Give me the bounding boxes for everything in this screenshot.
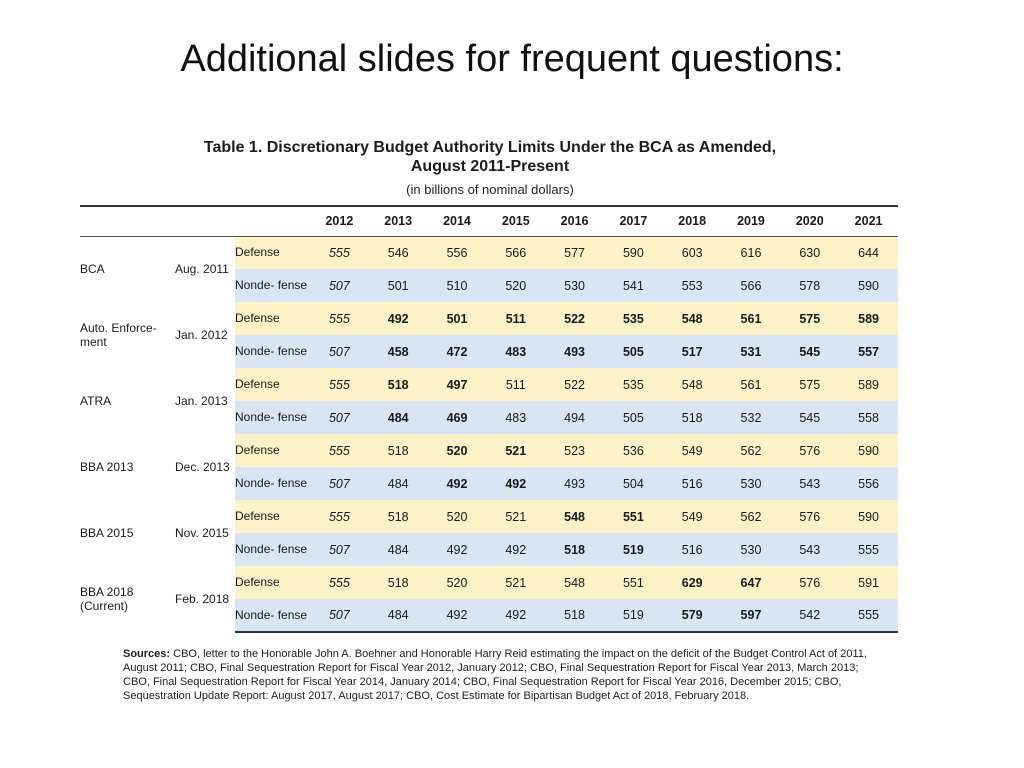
value-cell: 590 [839, 500, 898, 533]
value-cell: 551 [604, 500, 663, 533]
value-cell: 597 [722, 599, 781, 632]
value-cell: 507 [310, 401, 369, 434]
value-cell: 530 [545, 269, 604, 302]
value-cell: 542 [780, 599, 839, 632]
value-cell: 483 [486, 335, 545, 368]
value-cell: 555 [310, 302, 369, 335]
value-cell: 576 [780, 566, 839, 599]
value-cell: 548 [545, 500, 604, 533]
value-cell: 516 [663, 467, 722, 500]
category-label: Defense [235, 434, 310, 467]
value-cell: 629 [663, 566, 722, 599]
value-cell: 556 [839, 467, 898, 500]
category-label: Defense [235, 500, 310, 533]
value-cell: 531 [722, 335, 781, 368]
value-cell: 518 [369, 566, 428, 599]
value-cell: 591 [839, 566, 898, 599]
year-header: 2014 [428, 206, 487, 236]
value-cell: 545 [780, 401, 839, 434]
enactment-date: Dec. 2013 [175, 460, 230, 474]
value-cell: 501 [428, 302, 487, 335]
value-cell: 551 [604, 566, 663, 599]
value-cell: 549 [663, 500, 722, 533]
value-cell: 553 [663, 269, 722, 302]
category-label: Defense [235, 302, 310, 335]
value-cell: 536 [604, 434, 663, 467]
value-cell: 469 [428, 401, 487, 434]
value-cell: 505 [604, 335, 663, 368]
value-cell: 545 [780, 335, 839, 368]
year-header: 2012 [310, 206, 369, 236]
value-cell: 543 [780, 533, 839, 566]
defense-row [80, 566, 898, 599]
value-cell: 518 [545, 599, 604, 632]
value-cell: 546 [369, 236, 428, 269]
year-header: 2013 [369, 206, 428, 236]
category-label: Defense [235, 236, 310, 269]
value-cell: 484 [369, 401, 428, 434]
category-label: Nonde- fense [235, 401, 310, 434]
value-cell: 561 [722, 368, 781, 401]
value-cell: 543 [780, 467, 839, 500]
category-label: Nonde- fense [235, 335, 310, 368]
law-label: BBA 2018 (Current) [80, 585, 134, 613]
year-header: 2017 [604, 206, 663, 236]
value-cell: 507 [310, 533, 369, 566]
year-header: 2016 [545, 206, 604, 236]
value-cell: 507 [310, 599, 369, 632]
value-cell: 575 [780, 368, 839, 401]
value-cell: 530 [722, 533, 781, 566]
table-subtitle: (in billions of nominal dollars) [406, 182, 574, 197]
value-cell: 510 [428, 269, 487, 302]
enactment-date: Nov. 2015 [175, 526, 229, 540]
value-cell: 555 [310, 500, 369, 533]
value-cell: 504 [604, 467, 663, 500]
value-cell: 501 [369, 269, 428, 302]
value-cell: 483 [486, 401, 545, 434]
value-cell: 492 [486, 467, 545, 500]
value-cell: 507 [310, 467, 369, 500]
year-header: 2019 [722, 206, 781, 236]
value-cell: 492 [369, 302, 428, 335]
law-label: BBA 2015 [80, 526, 134, 540]
table-title-line-2: August 2011-Present [410, 158, 570, 175]
category-label: Defense [235, 566, 310, 599]
enactment-date: Aug. 2011 [175, 262, 229, 277]
value-cell: 492 [486, 533, 545, 566]
value-cell: 589 [839, 302, 898, 335]
value-cell: 492 [428, 599, 487, 632]
value-cell: 472 [428, 335, 487, 368]
value-cell: 505 [604, 401, 663, 434]
value-cell: 520 [486, 269, 545, 302]
value-cell: 548 [663, 302, 722, 335]
value-cell: 523 [545, 434, 604, 467]
category-label: Nonde- fense [235, 467, 310, 500]
value-cell: 518 [369, 368, 428, 401]
value-cell: 519 [604, 533, 663, 566]
value-cell: 549 [663, 434, 722, 467]
value-cell: 555 [839, 599, 898, 632]
year-header: 2021 [839, 206, 898, 236]
value-cell: 518 [369, 500, 428, 533]
value-cell: 493 [545, 467, 604, 500]
value-cell: 589 [839, 368, 898, 401]
budget-limits-table [80, 205, 898, 633]
value-cell: 603 [663, 236, 722, 269]
value-cell: 541 [604, 269, 663, 302]
law-label: Auto. Enforce- ment [80, 321, 157, 349]
value-cell: 535 [604, 368, 663, 401]
value-cell: 492 [428, 533, 487, 566]
value-cell: 521 [486, 434, 545, 467]
defense-row [80, 236, 898, 269]
value-cell: 590 [839, 269, 898, 302]
value-cell: 566 [722, 269, 781, 302]
sources-label: Sources: [123, 648, 171, 660]
value-cell: 518 [663, 401, 722, 434]
value-cell: 493 [545, 335, 604, 368]
value-cell: 507 [310, 269, 369, 302]
year-header: 2018 [663, 206, 722, 236]
value-cell: 516 [663, 533, 722, 566]
value-cell: 484 [369, 599, 428, 632]
value-cell: 520 [428, 434, 487, 467]
value-cell: 458 [369, 335, 428, 368]
value-cell: 519 [604, 599, 663, 632]
table-header-row [80, 206, 898, 236]
law-label: BBA 2013 [80, 460, 134, 474]
value-cell: 579 [663, 599, 722, 632]
defense-row [80, 302, 898, 335]
value-cell: 555 [310, 566, 369, 599]
category-label: Nonde- fense [235, 599, 310, 632]
value-cell: 511 [486, 302, 545, 335]
table-title [100, 138, 880, 176]
value-cell: 616 [722, 236, 781, 269]
defense-row [80, 368, 898, 401]
slide-title: Additional slides for frequent questions: [180, 38, 844, 80]
value-cell: 492 [428, 467, 487, 500]
value-cell: 644 [839, 236, 898, 269]
value-cell: 557 [839, 335, 898, 368]
value-cell: 522 [545, 368, 604, 401]
value-cell: 548 [545, 566, 604, 599]
value-cell: 566 [486, 236, 545, 269]
value-cell: 520 [428, 566, 487, 599]
defense-row [80, 434, 898, 467]
law-label: ATRA [80, 394, 112, 408]
law-label: BCA [80, 262, 105, 277]
value-cell: 558 [839, 401, 898, 434]
value-cell: 494 [545, 401, 604, 434]
category-label: Defense [235, 368, 310, 401]
value-cell: 577 [545, 236, 604, 269]
value-cell: 562 [722, 500, 781, 533]
value-cell: 590 [604, 236, 663, 269]
defense-row [80, 500, 898, 533]
value-cell: 497 [428, 368, 487, 401]
value-cell: 517 [663, 335, 722, 368]
enactment-date: Feb. 2018 [175, 592, 230, 606]
value-cell: 555 [310, 434, 369, 467]
value-cell: 555 [310, 368, 369, 401]
value-cell: 532 [722, 401, 781, 434]
value-cell: 484 [369, 467, 428, 500]
value-cell: 630 [780, 236, 839, 269]
value-cell: 575 [780, 302, 839, 335]
category-label: Nonde- fense [235, 533, 310, 566]
enactment-date: Jan. 2012 [175, 328, 228, 342]
value-cell: 647 [722, 566, 781, 599]
value-cell: 484 [369, 533, 428, 566]
value-cell: 576 [780, 434, 839, 467]
sources-text: CBO, letter to the Honorable John A. Boehner and Honorable Harry Reid estimating the impact on the deficit of the Budget Control Act of 2011, August 2011; CBO, Final Sequestration Report for Fiscal Year 2012, January 2012; CBO, Final Sequestration Report for Fiscal Year 2013, March 2013; CBO, Final Sequestration Report for Fiscal Year 2014, January 2014; CBO, Final Sequestration Report for Fiscal Year 2016, December 2015; CBO, Sequestration Update Report: August 2017, August 2017; CBO, Cost Estimate for Bipartisan Budget Act of 2018, February 2018. [123, 648, 867, 702]
category-label: Nonde- fense [235, 269, 310, 302]
value-cell: 511 [486, 368, 545, 401]
table-title-line-1: Table 1. Discretionary Budget Authority Limits Under the BCA as Amended, [203, 139, 777, 156]
value-cell: 492 [486, 599, 545, 632]
value-cell: 530 [722, 467, 781, 500]
value-cell: 556 [428, 236, 487, 269]
value-cell: 518 [369, 434, 428, 467]
value-cell: 507 [310, 335, 369, 368]
value-cell: 590 [839, 434, 898, 467]
value-cell: 548 [663, 368, 722, 401]
sources-note [123, 647, 883, 703]
value-cell: 521 [486, 500, 545, 533]
value-cell: 518 [545, 533, 604, 566]
value-cell: 561 [722, 302, 781, 335]
value-cell: 555 [310, 236, 369, 269]
year-header: 2015 [486, 206, 545, 236]
value-cell: 576 [780, 500, 839, 533]
enactment-date: Jan. 2013 [175, 394, 228, 408]
value-cell: 521 [486, 566, 545, 599]
value-cell: 562 [722, 434, 781, 467]
value-cell: 555 [839, 533, 898, 566]
value-cell: 535 [604, 302, 663, 335]
table-body [80, 236, 898, 632]
value-cell: 578 [780, 269, 839, 302]
year-header: 2020 [780, 206, 839, 236]
value-cell: 522 [545, 302, 604, 335]
value-cell: 520 [428, 500, 487, 533]
